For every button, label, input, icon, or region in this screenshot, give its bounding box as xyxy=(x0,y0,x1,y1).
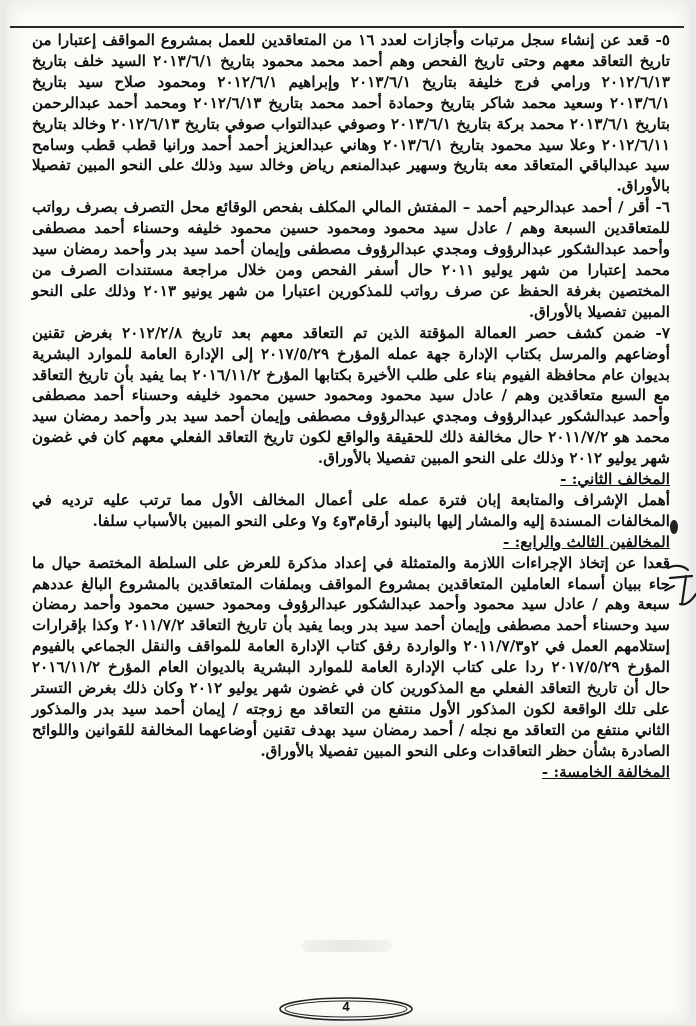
heading-third-fourth-violators: المخالفين الثالث والرابع: - xyxy=(503,532,670,551)
page-number: 4 xyxy=(342,999,350,1014)
document-page xyxy=(6,0,690,1024)
handwritten-margin-mark-icon xyxy=(662,560,696,622)
page-footer xyxy=(276,996,416,1022)
faint-stamp-trace xyxy=(302,940,392,952)
clause-7: ٧- ضمن كشف حصر العمالة المؤقتة الذين تم التعاقد معهم بعد تاريخ ٢٠١٢/٢/٨ بغرض تقنين أوضاعهم والمرسل بكتاب الإدارة جهة عمله المؤرخ ٢٠١٧/٥/٢٩ إلى الإدارة العامة للموارد البشرية بديوان عام محافظة الفيوم بناء على طلب الأخيرة بكتابها المؤرخ ٢٠١٦/١١/٢ بما يفيد بأن تاريخ التعاقد مع السبع متعاقدين وهم / عادل سيد محمود ومحمود حسين محمود خليفه وحسناء أحمد مصطفى وأحمد عبدالشكور عبدالرؤوف ومجدي عبدالرؤوف مصطفى وإيمان أحمد سيد بدر وأحمد رمضان سيد محمد هو ٢٠١١/٧/٢ حال مخالفة ذلك للحقيقة والواقع لكون تاريخ التعاقد الفعلي معهم كان في غضون شهر يوليو ٢٠١٢ وذلك على النحو المبين تفصيلا بالأوراق. xyxy=(32,323,670,468)
third-fourth-violators-text: قعدا عن إتخاذ الإجراءات اللازمة والمتمثلة في إعداد مذكرة للعرض على السلطة المختصة حيال ما جاء ببيان أسماء العاملين المتعاقدين بمشروع المواقف وبملفات المتعاقدين بالمشروع البالغ عددهم سبعة وهم / عادل سيد محمود وأحمد عبدالشكور عبدالرؤوف ومحمود حسين محمود وأحمد رمضان سيد وحسناء أحمد مصطفى وإيمان أحمد سيد بدر وبما يفيد بأن تاريخ التعاقد ٢٠١١/٧/٢ وكذا بإقرارات إستلامهم العمل في ٢و٢٠١١/٧/٣ والواردة رفق كتاب الإدارة العامة للمواقف والنقل الجماعي بالفيوم المؤرخ ٢٠١٧/٥/٢٩ ردا على كتاب الإدارة العامة للموارد البشرية بالديوان العام المؤرخ ٢٠١٦/١١/٢ حال أن تاريخ التعاقد الفعلي مع المذكورين كان في غضون شهر يوليو ٢٠١٢ وكان ذلك بغرض التستر على تلك الواقعة لكون المذكور الأول منتفع من التعاقد مع زوجته / إيمان أحمد سيد بدر والمذكور الثاني منتفع من التعاقد مع نجله / أحمد رمضان سيد بهدف تقنين أوضاعهما المخالفة للقوانين واللوائح الصادرة بشأن حظر التعاقدات وعلى النحو المبين تفصيلا بالأوراق. xyxy=(32,553,671,760)
ink-dot xyxy=(670,520,678,534)
clause-5: ٥- قعد عن إنشاء سجل مرتبات وأجازات لعدد ١٦ من المتعاقدين للعمل بمشروع المواقف إعتبارا من تاريخ التعاقد معهم وحتى تاريخ الفحص وهم أحمد محمد محمود بتاريخ ٢٠١٣/٦/١ السيد خلف بتاريخ ٢٠١٢/٦/١٣ ورامي فرج خليفة بتاريخ ٢٠١٣/٦/١ وإبراهيم ٢٠١٢/٦/١ ومحمود صلاح سيد بتاريخ ٢٠١٣/٦/١ وسعيد محمد شاكر بتاريخ وحمادة أحمد محمد بتاريخ ٢٠١٢/٦/١٣ ومحمد أحمد عبدالرحمن بتاريخ ٢٠١٣/٦/١ محمد بركة بتاريخ ٢٠١٣/٦/١ وصوفي عبدالتواب صوفي بتاريخ ٢٠١٢/٦/١٣ وخالد بتاريخ ٢٠١٢/٦/١١ وعلا سيد محمود بتاريخ ٢٠١٣/٦/١ وهاني عبدالعزيز أحمد أحمد ورانيا قطب قطب وسامح سيد عبدالباقي المتعاقد معه بتاريخ وسهير عبدالمنعم رياض وخالد سيد وذلك على النحو المبين تفصيلا بالأوراق. xyxy=(32,31,671,196)
heading-fifth-violation: المخالفة الخامسة: - xyxy=(541,762,670,781)
heading-second-violator: المخالف الثاني: - xyxy=(560,470,670,489)
top-rule xyxy=(10,26,684,28)
document-body xyxy=(32,30,670,783)
second-violator-text: أهمل الإشراف والمتابعة إبان فترة عمله على أعمال المخالف الأول مما ترتب عليه ترديه في المخالفات المسندة إليه والمشار إليها بالبنود أرقام٣و٤ و٧ وعلى النحو المبين بالأسباب سلفا. xyxy=(32,490,670,530)
clause-6: ٦- أقر / أحمد عبدالرحيم أحمد – المفتش المالي المكلف بفحص الوقائع محل التصرف بصرف رواتب للمتعاقدين السبعة وهم / عادل سيد محمود ومحمود حسين محمود خليفه وحسناء أحمد مصطفى وأحمد عبدالشكور عبدالرؤوف ومجدي عبدالرؤوف مصطفى وإيمان أحمد سيد بدر وأحمد رمضان سيد محمد إعتبارا من شهر يوليو ٢٠١١ حال أسفر الفحص ومن خلال مراجعة مستندات الصرف من المختصين بغرفة الحفظ عن صرف رواتب للمذكورين اعتبارا من شهر يونيو ٢٠١٣ وذلك على النحو المبين تفصيلا بالأوراق. xyxy=(32,198,671,321)
